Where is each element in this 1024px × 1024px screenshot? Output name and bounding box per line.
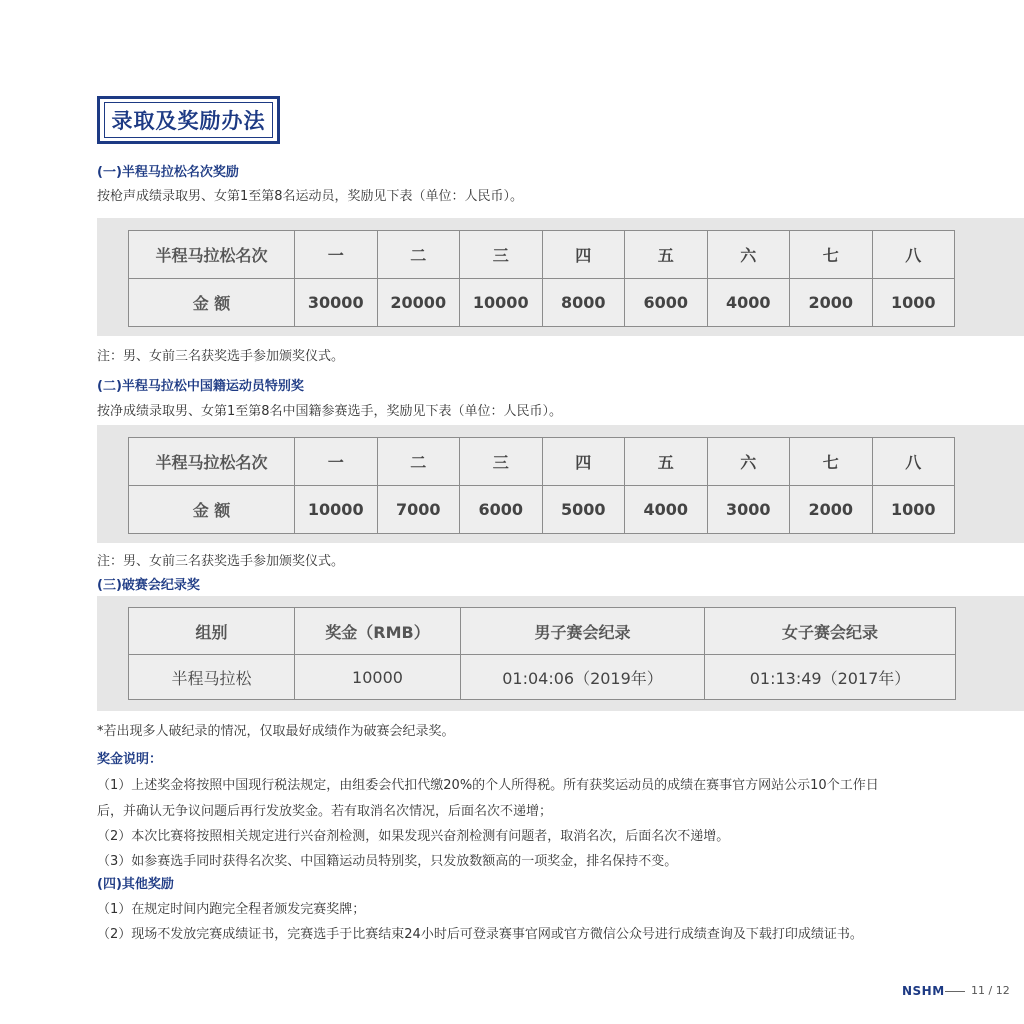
page-title: 录取及奖励办法: [104, 102, 273, 138]
prize-note-item: （2）本次比赛将按照相关规定进行兴奋剂检测，如果发现兴奋剂检测有问题者，取消名次，后面名次不递增。: [97, 829, 730, 844]
amount-cell: 2000: [790, 486, 873, 534]
rank-cell: 六: [707, 438, 790, 486]
prize-note-item: （1）上述奖金将按照中国现行税法规定，由组委会代扣代缴20%的个人所得税。所有获奖运动员的成绩在赛事官方网站公示10个工作日: [97, 778, 879, 793]
rank-cell: 二: [377, 231, 460, 279]
other-award-item: （1）在规定时间内跑完全程者颁发完赛奖牌；: [97, 902, 366, 917]
rank-header-cell: 半程马拉松名次: [129, 438, 295, 486]
amount-cell: 10000: [460, 279, 543, 327]
amount-cell: 2000: [790, 279, 873, 327]
cell-men-record: 01:04:06（2019年）: [461, 655, 705, 700]
table-row: [129, 231, 955, 279]
rank-cell: 四: [542, 231, 625, 279]
amount-cell: 6000: [460, 486, 543, 534]
amount-header-cell: 金 额: [129, 486, 295, 534]
section2-heading: (二)半程马拉松中国籍运动员特别奖: [97, 379, 304, 394]
rank-cell: 七: [790, 231, 873, 279]
section3-record-table: [128, 607, 956, 700]
amount-cell: 7000: [377, 486, 460, 534]
rank-cell: 四: [542, 438, 625, 486]
amount-cell: 1000: [872, 486, 955, 534]
rank-cell: 六: [707, 231, 790, 279]
header-cell-women-record: 女子赛会纪录: [705, 608, 956, 655]
amount-cell: 8000: [542, 279, 625, 327]
amount-cell: 10000: [295, 486, 378, 534]
amount-cell: 4000: [707, 279, 790, 327]
section2-intro: 按净成绩录取男、女第1至第8名中国籍参赛选手，奖励见下表（单位：人民币）。: [97, 404, 563, 419]
footer-divider: [945, 991, 965, 992]
rank-cell: 一: [295, 438, 378, 486]
prize-note-item: 后，并确认无争议问题后再行发放奖金。若有取消名次情况，后面名次不递增；: [97, 804, 553, 819]
page-number: 11 / 12: [971, 984, 1010, 997]
amount-cell: 20000: [377, 279, 460, 327]
prize-notes-heading: 奖金说明：: [97, 752, 163, 767]
section3-heading: (三)破赛会纪录奖: [97, 578, 200, 593]
section1-prize-table: [128, 230, 955, 327]
amount-header-cell: 金 额: [129, 279, 295, 327]
rank-cell: 一: [295, 231, 378, 279]
page-title-frame: [97, 96, 280, 144]
amount-cell: 3000: [707, 486, 790, 534]
rank-cell: 八: [872, 231, 955, 279]
table-row: [129, 608, 956, 655]
table-row: [129, 438, 955, 486]
rank-cell: 三: [460, 231, 543, 279]
rank-cell: 二: [377, 438, 460, 486]
other-award-item: （2）现场不发放完赛成绩证书，完赛选手于比赛结束24小时后可登录赛事官网或官方微信公众号进行成绩查询及下载打印成绩证书。: [97, 927, 863, 942]
section1-intro: 按枪声成绩录取男、女第1至第8名运动员，奖励见下表（单位：人民币）。: [97, 189, 524, 204]
amount-cell: 30000: [295, 279, 378, 327]
amount-cell: 4000: [625, 486, 708, 534]
rank-cell: 三: [460, 438, 543, 486]
brand-logo: NSHM: [902, 984, 945, 998]
rank-cell: 七: [790, 438, 873, 486]
rank-cell: 五: [625, 438, 708, 486]
amount-cell: 6000: [625, 279, 708, 327]
header-cell-prize: 奖金（RMB）: [295, 608, 461, 655]
section1-heading: (一)半程马拉松名次奖励: [97, 165, 239, 180]
rank-header-cell: 半程马拉松名次: [129, 231, 295, 279]
amount-cell: 5000: [542, 486, 625, 534]
cell-prize: 10000: [295, 655, 461, 700]
section3-note: *若出现多人破纪录的情况，仅取最好成绩作为破赛会纪录奖。: [97, 724, 455, 739]
section4-heading: (四)其他奖励: [97, 877, 174, 892]
cell-women-record: 01:13:49（2017年）: [705, 655, 956, 700]
section1-note: 注：男、女前三名获奖选手参加颁奖仪式。: [97, 349, 345, 364]
rank-cell: 八: [872, 438, 955, 486]
table-row: [129, 279, 955, 327]
section2-prize-table: [128, 437, 955, 534]
cell-group: 半程马拉松: [129, 655, 295, 700]
header-cell-men-record: 男子赛会纪录: [461, 608, 705, 655]
rank-cell: 五: [625, 231, 708, 279]
amount-cell: 1000: [872, 279, 955, 327]
table-row: [129, 655, 956, 700]
header-cell-group: 组别: [129, 608, 295, 655]
section2-note: 注：男、女前三名获奖选手参加颁奖仪式。: [97, 554, 345, 569]
prize-note-item: （3）如参赛选手同时获得名次奖、中国籍运动员特别奖，只发放数额高的一项奖金，排名保持不变。: [97, 854, 678, 869]
table-row: [129, 486, 955, 534]
